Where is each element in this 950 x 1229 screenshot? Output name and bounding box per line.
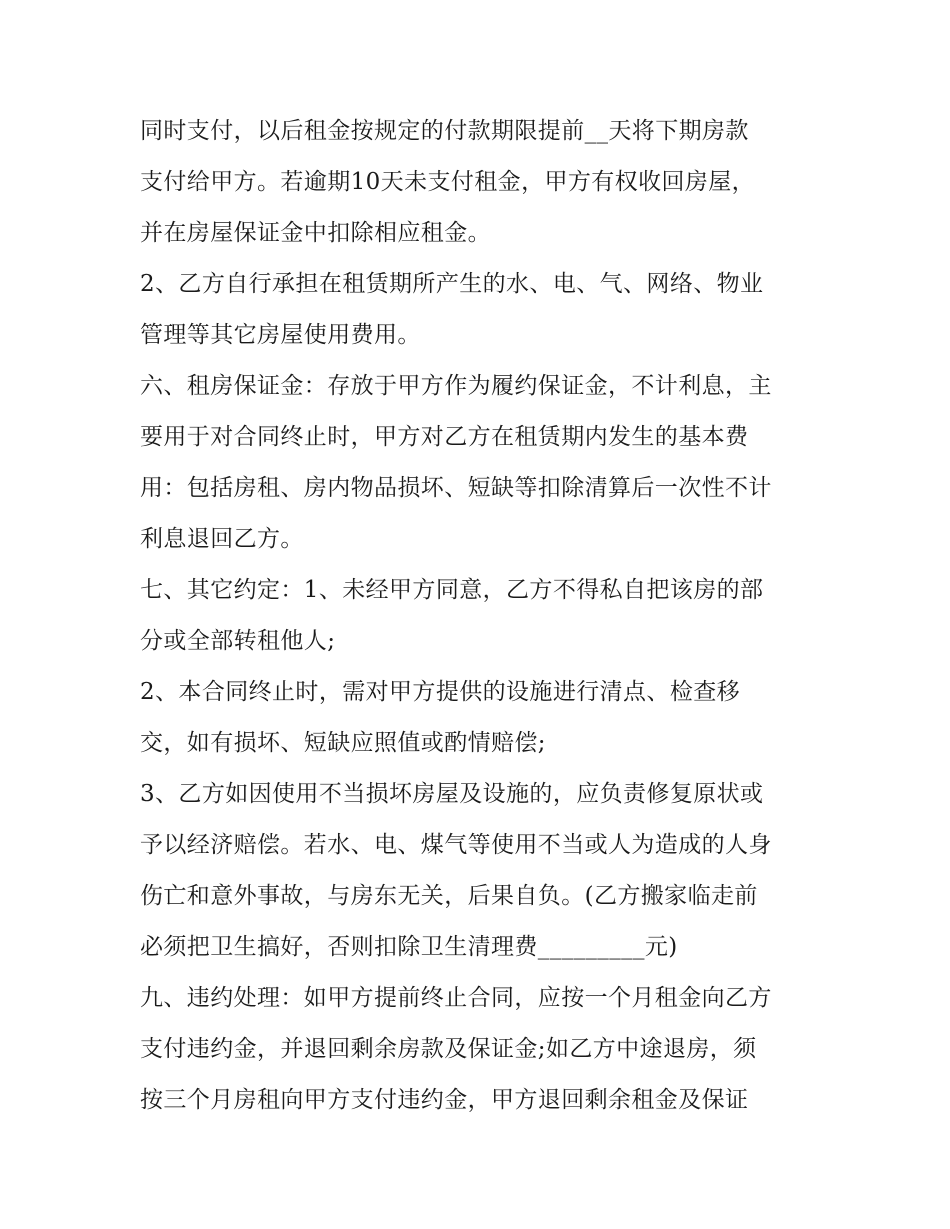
text-line: 2、乙方自行承担在租赁期所产生的水、电、气、网络、物业 — [140, 271, 764, 297]
text-line: 伤亡和意外事故，与房东无关，后果自负。(乙方搬家临走前 — [140, 883, 758, 909]
text-line: 2、本合同终止时，需对甲方提供的设施进行清点、检查移 — [140, 679, 741, 705]
text-line: 予以经济赔偿。若水、电、煤气等使用不当或人为造成的人身 — [140, 832, 772, 858]
text-line: 支付违约金，并退回剩余房款及保证金;如乙方中途退房，须 — [140, 1036, 757, 1062]
text-line: 支付给甲方。若逾期10天未支付租金，甲方有权收回房屋， — [140, 169, 756, 195]
text-line: 管理等其它房屋使用费用。 — [140, 322, 421, 348]
text-line: 按三个月房租向甲方支付违约金，甲方退回剩余租金及保证 — [140, 1087, 749, 1113]
text-line: 七、其它约定：1、未经甲方同意，乙方不得私自把该房的部 — [140, 577, 764, 603]
text-line: 利息退回乙方。 — [140, 526, 304, 552]
text-line: 用：包括房租、房内物品损坏、短缺等扣除清算后一次性不计 — [140, 475, 772, 501]
text-line: 并在房屋保证金中扣除相应租金。 — [140, 220, 491, 246]
text-line: 必须把卫生搞好，否则扣除卫生清理费_________元) — [140, 934, 678, 960]
text-line: 要用于对合同终止时，甲方对乙方在租赁期内发生的基本费 — [140, 424, 749, 450]
text-line: 3、乙方如因使用不当损坏房屋及设施的，应负责修复原状或 — [140, 781, 764, 807]
text-line: 同时支付，以后租金按规定的付款期限提前__天将下期房款 — [140, 118, 749, 144]
contract-body — [140, 106, 840, 1126]
text-line: 分或全部转租他人; — [140, 628, 336, 654]
text-line: 六、租房保证金：存放于甲方作为履约保证金，不计利息，主 — [140, 373, 772, 399]
text-line: 交，如有损坏、短缺应照值或酌情赔偿; — [140, 730, 546, 756]
text-line: 九、违约处理：如甲方提前终止合同，应按一个月租金向乙方 — [140, 985, 772, 1011]
